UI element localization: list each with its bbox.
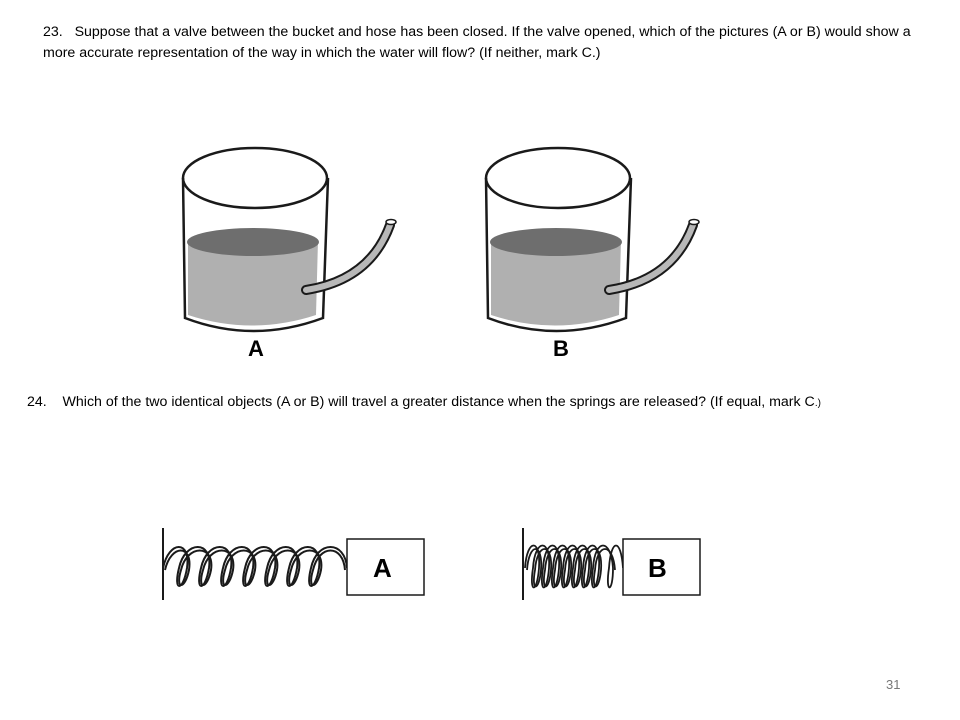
box-a-label: A: [373, 553, 392, 583]
spring-b-coil: [525, 546, 623, 588]
bucket-b-hose: [609, 225, 693, 290]
bucket-a-water-surface: [187, 228, 319, 256]
spring-b-figure: [515, 522, 715, 604]
question-23-number: 23.: [43, 24, 63, 40]
bucket-b-figure: [473, 140, 713, 365]
bucket-a-label: A: [248, 336, 264, 361]
question-24: [27, 392, 927, 414]
bucket-a-figure: [170, 140, 410, 365]
bucket-b-label: B: [553, 336, 569, 361]
question-24-text: Which of the two identical objects (A or B) will travel a greater distance when the springs are released? (If equal, mark C: [62, 394, 815, 410]
bucket-b-water-surface: [490, 228, 622, 256]
question-24-number: 24.: [27, 394, 47, 410]
spring-a-figure: [155, 522, 435, 604]
question-23: [43, 22, 923, 64]
question-24-text-end: .): [814, 398, 821, 409]
box-b-label: B: [648, 553, 667, 583]
page-number: 31: [886, 677, 901, 692]
spring-a-coil: [163, 547, 347, 586]
bucket-a-hose: [306, 225, 390, 290]
question-23-text: Suppose that a valve between the bucket and hose has been closed. If the valve opened, which of the pictures (A or B) would show a more accurate representation of the way in which the water will flow? (If neither, mark C.): [43, 24, 911, 61]
